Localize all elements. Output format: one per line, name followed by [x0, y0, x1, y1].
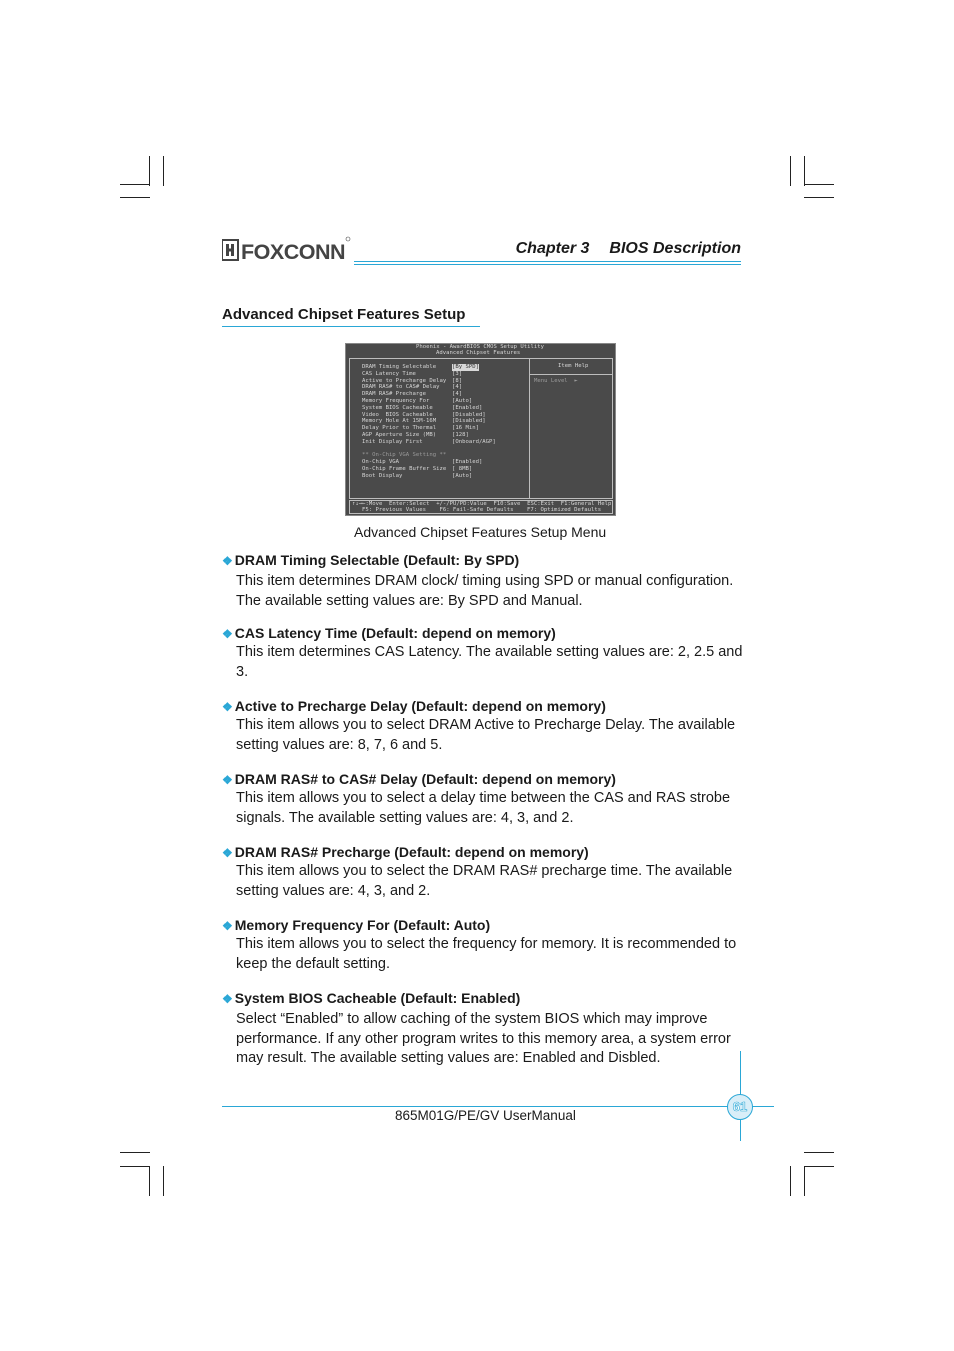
bios-row-value: [128] — [452, 432, 469, 438]
diamond-bullet-icon: ❖ — [222, 554, 233, 568]
item-title: ❖ DRAM RAS# to CAS# Delay (Default: depend on memory) — [222, 771, 616, 787]
bios-row-value: [Disabled] — [452, 411, 486, 418]
bios-row-label: Memory Hole At 15M-16M — [362, 418, 437, 425]
diamond-bullet-icon: ❖ — [222, 992, 233, 1006]
bios-row-label: System BIOS Cacheable — [362, 404, 433, 411]
diamond-bullet-icon: ❖ — [222, 919, 233, 933]
bios-row-label: DRAM RAS# to CAS# Delay — [362, 384, 440, 391]
bios-row-value: [Enabled] — [452, 404, 483, 411]
bios-row-label: DRAM RAS# Precharge — [362, 391, 426, 398]
bios-subtitle: Advanced Chipset Features — [436, 350, 521, 356]
item-description: This item allows you to select the DRAM RAS# precharge time. The available setting values are: 4, 3, and 2. — [236, 863, 733, 899]
item-description: This item allows you to select a delay time between the CAS and RAS strobe signals. The available setting values are: 4, 3, and 2. — [236, 790, 731, 826]
bios-row-label: Init Display First — [362, 438, 423, 445]
bios-row-label: Video BIOS Cacheable — [362, 411, 433, 418]
bios-row-label: Boot Display — [362, 472, 403, 479]
item-description: Select “Enabled” to allow caching of the system BIOS which may improve performance. If any other program writes to this memory area, a system error may result. The available setting values are: Enabled and Disbled. — [236, 1011, 731, 1066]
footer-manual-name: 865M01G/PE/GV UserManual — [395, 1108, 576, 1123]
bios-row-label: AGP Aperture Size (MB) — [362, 432, 437, 438]
bios-row-value: [Auto] — [452, 398, 473, 404]
diamond-bullet-icon: ❖ — [222, 700, 233, 714]
bios-row-label: Delay Prior to Thermal — [362, 425, 437, 432]
bios-row-label: CAS Latency Time — [362, 370, 416, 377]
footer-rule — [222, 1106, 774, 1107]
diamond-bullet-icon: ❖ — [222, 846, 233, 860]
section-title-underline — [222, 326, 480, 327]
item-title: ❖ DRAM RAS# Precharge (Default: depend on memory) — [222, 844, 589, 860]
bios-row-value: [3] — [452, 370, 463, 377]
item-description: This item allows you to select the frequency for memory. It is recommended to keep the default setting. — [236, 936, 737, 972]
bios-row-label: Active to Precharge Delay — [362, 377, 447, 384]
foxconn-logo — [222, 236, 352, 262]
item-title: ❖ CAS Latency Time (Default: depend on memory) — [222, 625, 556, 641]
chapter-heading — [516, 240, 741, 258]
bios-footer-keys: ↑↓→←:Move Enter:Select +/-/PU/PD:Value F10:Save ESC:Exit F1:General Help — [352, 501, 612, 507]
item-title: ❖ System BIOS Cacheable (Default: Enabled) — [222, 990, 521, 1006]
figure-caption: Advanced Chipset Features Setup Menu — [354, 524, 607, 540]
bios-screenshot — [345, 343, 616, 516]
bios-title: Phoenix - AwardBIOS CMOS Setup Utility — [416, 344, 544, 350]
bios-row-label: Memory Frequency For — [362, 398, 430, 404]
diamond-bullet-icon: ❖ — [222, 627, 233, 641]
bios-row-value: [16 Min] — [452, 425, 479, 432]
chapter-number: Chapter 3 — [515, 240, 590, 257]
header-rule — [354, 264, 741, 265]
chapter-title: BIOS Description — [609, 240, 741, 257]
item-description: This item determines DRAM clock/ timing using SPD or manual configuration. The available setting values are: By SPD and Manual. — [236, 573, 734, 609]
bios-row-label: On-Chip Frame Buffer Size — [362, 466, 447, 472]
item-title: ❖ DRAM Timing Selectable (Default: By SPD) — [222, 552, 520, 568]
bios-subheading: ** On-Chip VGA Setting ** — [362, 452, 447, 459]
bios-row-value: [Auto] — [452, 472, 473, 479]
bios-row-value: [4] — [452, 384, 463, 391]
bios-row-value: [ 8MB] — [452, 466, 473, 472]
item-description: This item allows you to select DRAM Active to Precharge Delay. The available setting values are: 8, 7, 6 and 5. — [236, 717, 736, 753]
bios-row-value: [Enabled] — [452, 459, 483, 466]
diamond-bullet-icon: ❖ — [222, 773, 233, 787]
bios-row-value: [By SPD] — [452, 364, 479, 370]
bios-row-value: [4] — [452, 391, 463, 398]
bios-row-value: [Disabled] — [452, 418, 486, 425]
page-number: 61 — [727, 1094, 753, 1120]
bios-row-value: [Onboard/AGP] — [452, 438, 496, 445]
bios-row-label: On-Chip VGA — [362, 459, 400, 466]
bios-row-label: DRAM Timing Selectable — [362, 364, 437, 370]
section-title: Advanced Chipset Features Setup — [222, 306, 466, 323]
item-title: ❖ Active to Precharge Delay (Default: depend on memory) — [222, 698, 606, 714]
bios-help-title: Item Help — [558, 363, 589, 369]
item-description: This item determines CAS Latency. The available setting values are: 2, 2.5 and 3. — [236, 644, 743, 680]
bios-help-text: Menu Level ► — [534, 378, 578, 384]
header-rule — [354, 261, 741, 262]
svg-text:FOXCONN: FOXCONN — [241, 241, 345, 262]
item-title: ❖ Memory Frequency For (Default: Auto) — [222, 917, 491, 933]
bios-footer-defaults: F5: Previous Values F6: Fail-Safe Defaults F7: Optimized Defaults — [362, 507, 602, 513]
bios-row-value: [8] — [452, 377, 463, 384]
